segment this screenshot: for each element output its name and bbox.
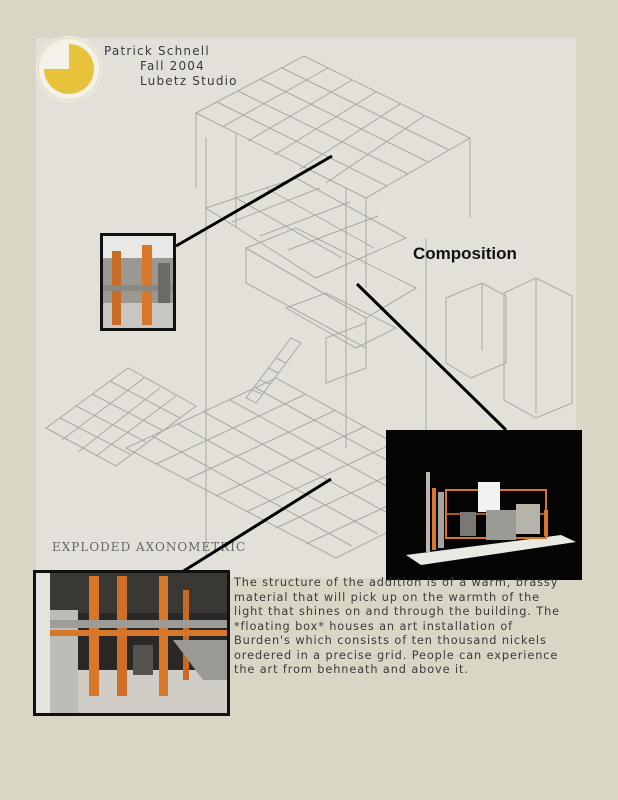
leader-line-middle — [357, 284, 506, 430]
column-detail-image — [100, 233, 176, 331]
studio-label: Lubetz Studio — [140, 74, 238, 88]
leader-line-top — [176, 156, 332, 246]
detail-photo-columns — [100, 233, 176, 331]
author-name: Patrick Schnell — [104, 44, 210, 58]
section-heading: Composition — [413, 244, 517, 263]
model-photo-interior — [33, 570, 230, 716]
drawing-caption: EXPLODED AXONOMETRIC — [52, 540, 247, 554]
description-text: The structure of the addition is of a warm, brassy material that will pick up on the warmth of the light that shines on and through the building. The *floating box* houses an art installation of Burden's which consists of ten thousand nickels oredered in a precise grid. People can experience the art from behneath and above it. — [234, 576, 560, 676]
leader-line-bottom — [182, 479, 331, 572]
model-photo-overview — [386, 430, 582, 580]
term-label: Fall 2004 — [140, 59, 205, 73]
interior-view-image — [33, 570, 230, 716]
model-overview-image — [386, 430, 582, 580]
